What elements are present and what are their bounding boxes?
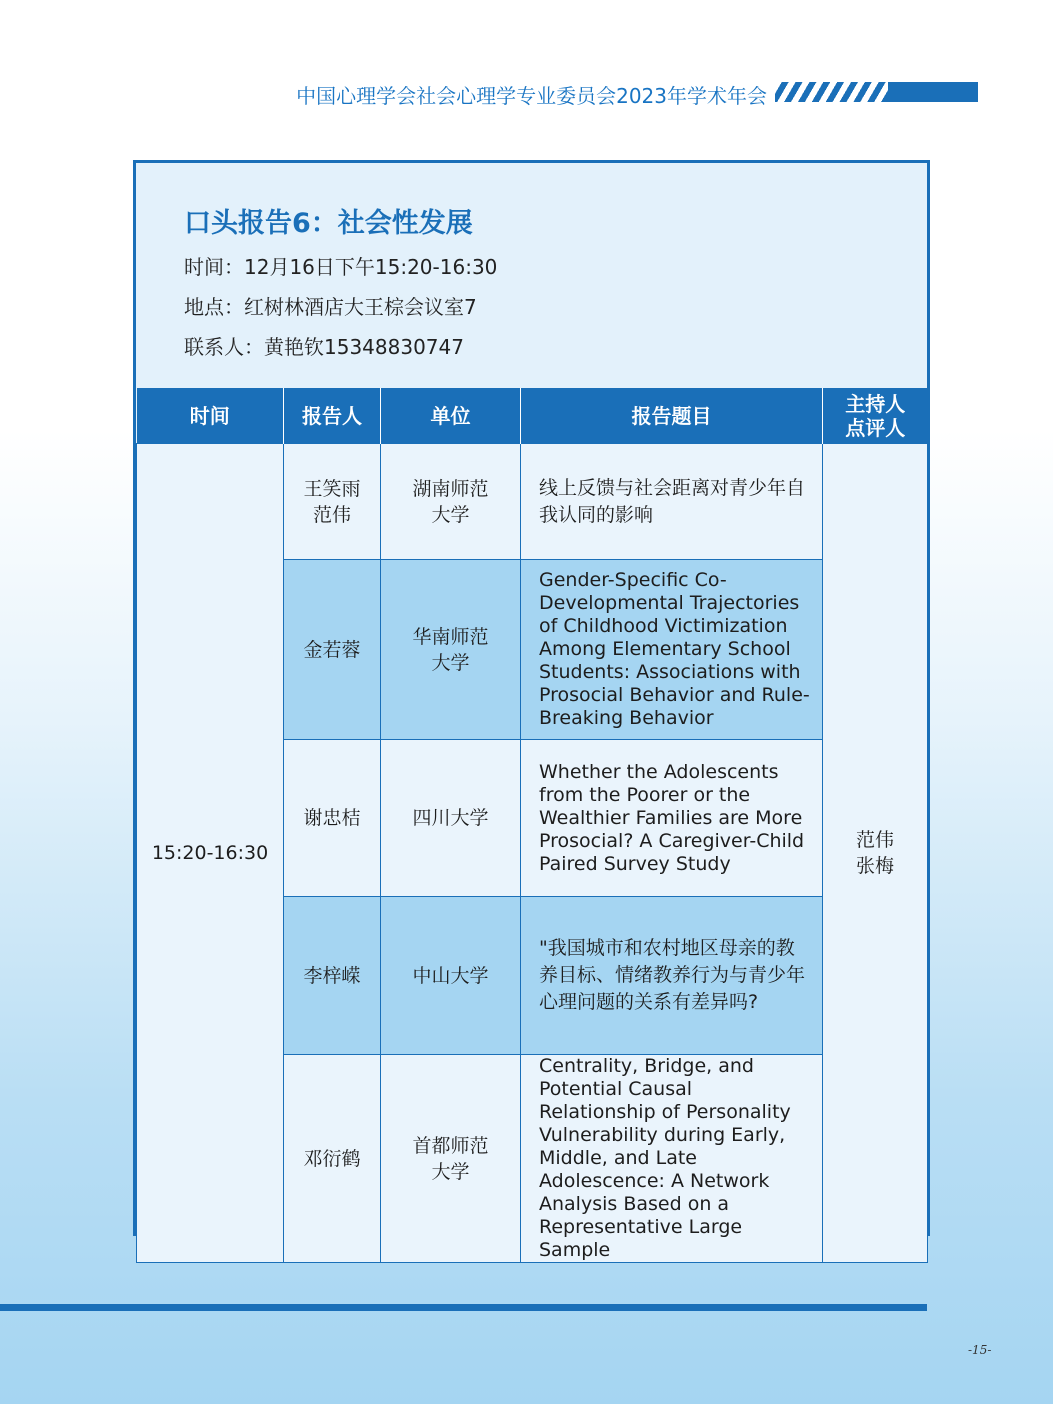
page-number: -15- xyxy=(968,1343,992,1357)
topic-cell: Whether the Adolescents from the Poorer or the Wealthier Families are More Prosocial? A Caregiver-Child Paired Survey Study xyxy=(521,740,823,897)
unit-name: 湖南师范 xyxy=(412,477,489,500)
unit-cell: 中山大学 xyxy=(381,897,521,1055)
schedule-table xyxy=(136,388,928,1263)
speaker-name: 王笑雨 xyxy=(303,477,361,500)
speaker-cell: 李梓嵘 xyxy=(284,897,381,1055)
topic-cell: "我国城市和农村地区母亲的教养目标、情绪教养行为与青少年心理问题的关系有差异吗? xyxy=(521,897,823,1055)
header-host xyxy=(823,388,928,444)
unit-cell: 四川大学 xyxy=(381,740,521,897)
topic-cell: Centrality, Bridge, and Potential Causal Relationship of Personality Vulnerability during Early, Middle, and Late Adolescence: A Network Analysis Based on a Representative Large Sample xyxy=(521,1055,823,1263)
host-name: 范伟 xyxy=(855,829,894,851)
session-place: 地点：红树林酒店大王棕会议室7 xyxy=(184,295,477,319)
session-time: 时间：12月16日下午15:20-16:30 xyxy=(184,255,498,279)
host-cell xyxy=(823,444,928,1263)
unit-cell xyxy=(381,560,521,740)
header-topic: 报告题目 xyxy=(521,388,823,444)
conference-title: 中国心理学会社会心理学专业委员会2023年学术年会 xyxy=(296,84,767,108)
topic-cell: 线上反馈与社会距离对青少年自我认同的影响 xyxy=(521,444,823,560)
speaker-cell: 谢忠桔 xyxy=(284,740,381,897)
speaker-cell: 金若蓉 xyxy=(284,560,381,740)
table-header-row xyxy=(137,388,928,444)
unit-cell xyxy=(381,1055,521,1263)
page-header xyxy=(0,78,1053,108)
unit-cell xyxy=(381,444,521,560)
unit-name: 大学 xyxy=(431,503,470,526)
header-host-line1: 主持人 xyxy=(845,391,906,416)
footer-bar-decoration xyxy=(0,1304,927,1311)
speaker-name: 范伟 xyxy=(312,503,351,526)
header-time: 时间 xyxy=(137,388,284,444)
speaker-cell xyxy=(284,444,381,560)
unit-name: 大学 xyxy=(431,651,470,674)
header-unit: 单位 xyxy=(381,388,521,444)
header-host-line2: 点评人 xyxy=(845,415,906,440)
unit-name: 大学 xyxy=(431,1160,470,1183)
header-speaker: 报告人 xyxy=(284,388,381,444)
speaker-cell: 邓衍鹤 xyxy=(284,1055,381,1263)
session-contact: 联系人：黄艳钦15348830747 xyxy=(184,335,464,359)
unit-name: 华南师范 xyxy=(412,625,489,648)
session-info xyxy=(136,163,927,388)
time-cell: 15:20-16:30 xyxy=(137,444,284,1263)
unit-name: 首都师范 xyxy=(412,1134,489,1157)
topic-cell: Gender-Specific Co-Developmental Trajectories of Childhood Victimization Among Elementary School Students: Associations with Prosocial Behavior and Rule-Breaking Behavior xyxy=(521,560,823,740)
header-bar-decoration xyxy=(888,82,978,102)
header-stripe-decoration xyxy=(775,82,888,102)
table-row xyxy=(137,444,928,560)
session-title: 口头报告6：社会性发展 xyxy=(184,208,473,239)
host-name: 张梅 xyxy=(855,855,894,877)
session-card xyxy=(133,160,930,1261)
